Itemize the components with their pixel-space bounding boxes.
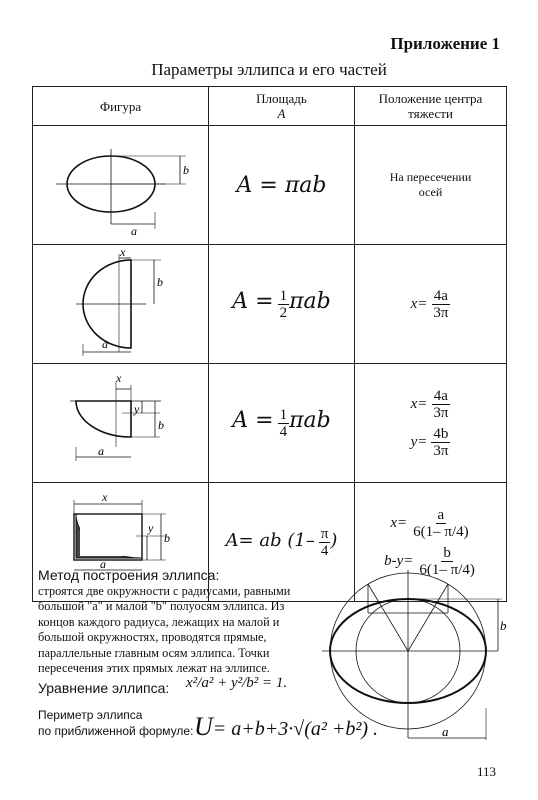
- area-cell: A= ab (1– $\frac{\pi}{4}$ ): [209, 483, 355, 602]
- method-heading: Метод построения эллипса:: [38, 567, 220, 583]
- perimeter-label-2: по приближенной формуле:: [38, 724, 194, 738]
- label-a: a: [130, 224, 137, 238]
- table-header-row: [33, 87, 507, 126]
- header-area: Площадь A: [209, 87, 355, 126]
- label-a: a: [97, 444, 104, 458]
- label-b: b: [182, 163, 189, 177]
- label-b: b: [163, 531, 170, 545]
- table-row: [33, 126, 507, 245]
- label-a: a: [442, 724, 449, 739]
- label-x: x: [115, 371, 121, 385]
- label-y: y: [133, 402, 139, 416]
- center-cell: x= $\frac{4a}{3\pi}$: [355, 245, 507, 364]
- center-cell: На пересечении осей: [355, 126, 507, 245]
- label-x: x: [101, 490, 107, 504]
- label-a: a: [101, 337, 108, 351]
- figure-full-ellipse: [33, 126, 209, 245]
- perimeter-formula: U= a+b+3·√(a² +b²) .: [194, 712, 379, 741]
- label-b: b: [156, 275, 163, 289]
- table-row: [33, 364, 507, 483]
- label-a: a: [99, 557, 106, 571]
- figure-half-ellipse: [33, 245, 209, 364]
- center-cell: x= $\frac{4a}{3\pi}$ y= $\frac{4b}{3\pi}$: [355, 364, 507, 483]
- header-center: Положение центра тяжести: [355, 87, 507, 126]
- page-title: Параметры эллипса и его частей: [151, 60, 387, 79]
- header-figure: Фигура: [33, 87, 209, 126]
- label-y: y: [147, 521, 153, 535]
- label-b: b: [500, 618, 507, 633]
- method-description: строятся две окружности с радиусами, равными большой "a" и малой "b" полуосям эллипса. Из концов каждого радиуса, лежащих на малой и большой окружностях, проводятся прямые, параллельные главным осям эллипса. Точки пересечения этих прямых лежат на эллипсе.: [38, 584, 291, 676]
- area-cell: A = $\frac{1}{2}$ πab: [209, 245, 355, 364]
- label-b: b: [157, 418, 164, 432]
- center-cell: x= $\frac{a}{6(1- \pi/4)}$ b-y= $\frac{b}{6(1- \pi/4)}$: [355, 483, 507, 602]
- page-number: 113: [476, 764, 496, 779]
- ellipse-equation: x²/a² + y²/b² = 1.: [186, 675, 288, 691]
- appendix-heading: Приложение 1: [390, 34, 500, 53]
- area-cell: A = $\frac{1}{4}$ πab: [209, 364, 355, 483]
- equation-label: Уравнение эллипса:: [38, 680, 170, 696]
- label-x: x: [119, 248, 125, 259]
- ellipse-parameters-table: [32, 86, 507, 602]
- area-cell: A = πab: [209, 126, 355, 245]
- table-row: [33, 245, 507, 364]
- figure-quarter-ellipse: [33, 364, 209, 483]
- perimeter-label-1: Периметр эллипса: [38, 708, 143, 722]
